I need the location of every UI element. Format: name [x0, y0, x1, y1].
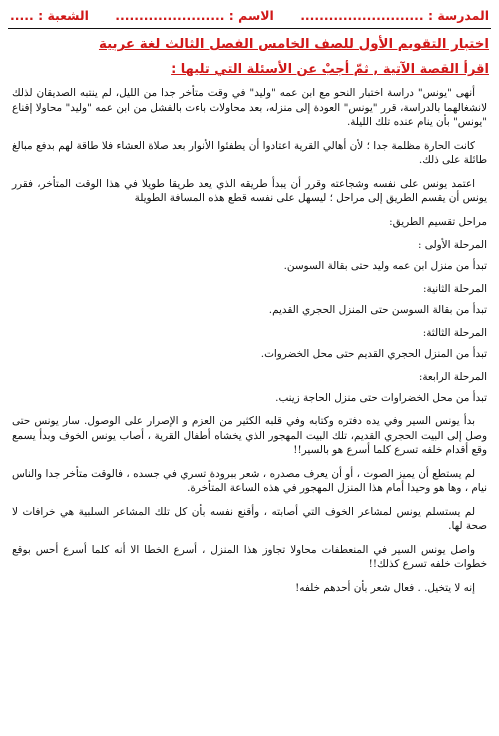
paragraph-5: لم يستطع أن يميز الصوت ، أو أن يعرف مصدره ، شعر ببرودة تسري في جسده ، فالوقت متأخر جدا والناس نيام ، وها هو وحيدا أمام هذا المنزل المهجور في هذه الساعة المتأخرة. [12, 467, 487, 494]
header-fields [8, 6, 491, 26]
section-field: الشعبة : ..... [10, 8, 89, 23]
header-divider [8, 28, 491, 29]
stage-label: المرحلة الثالثة: [422, 327, 487, 339]
paragraph-1: أنهى "يونس" دراسة اختبار النحو مع ابن عمه "وليد" في وقت متأخر جدا من الليل، لم ينتبه الصديقان لذلك لانشغالهما بالدراسة، قرر "يونس" العودة إلى منزله، بعد محاولات باءت بالفشل من ابن عمه "وليد" محاولا إقناع "يونس" بأن ينام عنده تلك الليلة. [12, 87, 487, 128]
paragraph-3: اعتمد يونس على نفسه وشجاعته وقرر أن يبدأ طريقه الذي يعد طريقا طويلا في هذا الوقت المتأخر، فقرر يونس أن يقسم الطريق إلى مراحل ؛ ليسهل على نفسه قطع هذه المسافة الطويلة [12, 177, 487, 204]
stage-text: تبدأ من المنزل الحجري القديم حتى محل الخضروات. [260, 347, 487, 360]
paragraph-2: كانت الحارة مظلمة جدا ؛ لأن أهالي القرية اعتادوا أن يطفئوا الأنوار بعد صلاة العشاء فلا طاقة لهم بدفع مبالغ طائلة على ذلك. [12, 139, 487, 166]
instruction-line: اقرأ القصة الآتية , ثمّ أجبْ عن الأسئلة التي تليها : [171, 62, 489, 77]
paragraph-7: واصل يونس السير في المنعطفات محاولا تجاوز هذا المنزل ، أسرع الخطا الا أنه كلما أسرع أحس بوقع خطوات خلفه تسرع كذلك!! [12, 543, 487, 570]
paragraph-6: لم يستسلم يونس لمشاعر الخوف التي أصابته ، وأقنع نفسه بأن كل تلك المشاعر السلبية هي خرافات لا صحة لها. [12, 505, 487, 532]
stage-label: المرحلة الثانية: [423, 283, 487, 295]
paragraph-8: إنه لا يتخيل. . فعال شعر بأن أحدهم خلفه! [295, 581, 475, 594]
stages-heading: مراحل تقسيم الطريق: [389, 215, 487, 228]
stage-text: تبدأ من محل الخضراوات حتى منزل الحاجة زينب. [275, 391, 487, 404]
name-field: الاسم : ....................... [115, 8, 274, 23]
stage-text: تبدأ من منزل ابن عمه وليد حتى بقالة السوسن. [283, 259, 487, 272]
school-field: المدرسة : .......................... [300, 8, 489, 23]
exam-title: اختبار التقويم الأول للصف الخامس الفصل الثالث لغة عربية [98, 37, 489, 52]
stage-label: المرحلة الرابعة: [418, 371, 487, 383]
stage-label: المرحلة الأولى : [418, 239, 487, 251]
paragraph-4: بدأ يونس السير وفي يده دفتره وكتابه وفي قلبه الكثير من العزم و الإصرار على الوصول. سار يونس حتى وصل إلى البيت الحجري القديم، تلك البيت المهجور الذي يخشاه أطفال القرية ، أصاب يونس الخوف وبدأ يسمع وقع أقدام خلفه تسرع كلما أسرع هو بالسير!! [12, 415, 487, 456]
stage-text: تبدأ من بقالة السوسن حتى المنزل الحجري القديم. [268, 303, 487, 316]
